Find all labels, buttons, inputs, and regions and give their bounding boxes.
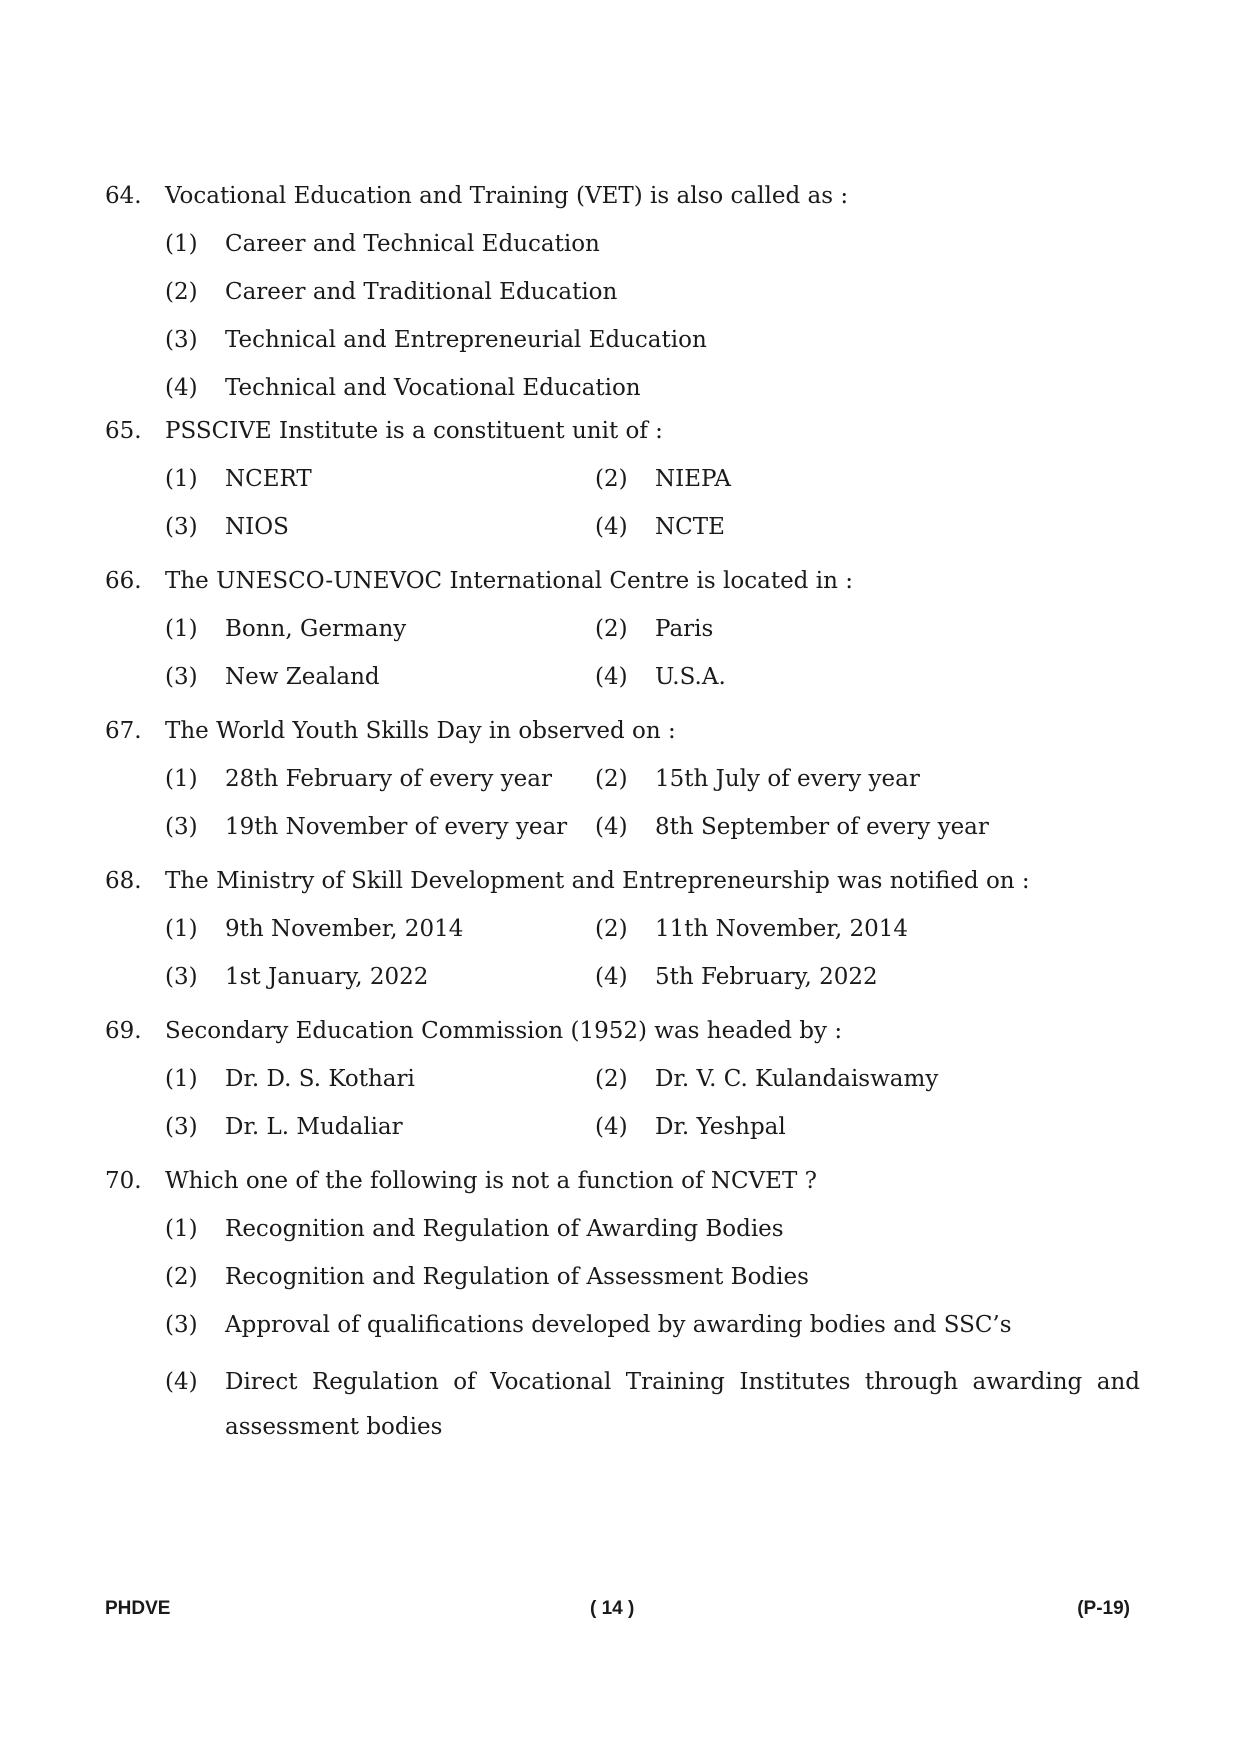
option-2 [595, 466, 1140, 494]
question-text: Which one of the following is not a function of NCVET ? [165, 1168, 817, 1194]
question-67 [105, 718, 1140, 862]
option-text: 15th July of every year [655, 766, 920, 792]
question-66 [105, 568, 1140, 712]
option-text: Career and Traditional Education [225, 279, 618, 305]
question-number: 70. [105, 1168, 142, 1194]
option-3 [165, 514, 595, 542]
option-2 [595, 1066, 1140, 1094]
option-1 [165, 231, 1140, 259]
question-stem [105, 868, 1140, 916]
option-number: (4) [595, 514, 628, 540]
option-number: (4) [595, 1114, 628, 1140]
option-2 [165, 279, 1140, 307]
question-text: Secondary Education Commission (1952) was headed by : [165, 1018, 843, 1044]
option-text: NCTE [655, 514, 725, 540]
option-row [165, 814, 1140, 862]
option-1 [165, 766, 595, 794]
option-text: 1st January, 2022 [225, 964, 429, 990]
option-4 [595, 964, 1140, 992]
option-text: NIEPA [655, 466, 731, 492]
option-row [165, 616, 1140, 664]
option-text: NCERT [225, 466, 312, 492]
option-row [165, 375, 1140, 423]
option-number: (2) [165, 279, 198, 305]
option-row [165, 327, 1140, 375]
option-row [165, 231, 1140, 279]
option-text: New Zealand [225, 664, 380, 690]
option-2 [165, 1264, 1140, 1292]
option-text: Dr. V. C. Kulandaiswamy [655, 1066, 939, 1092]
question-number: 68. [105, 868, 142, 894]
option-row [165, 664, 1140, 712]
option-row [165, 916, 1140, 964]
option-text: Technical and Entrepreneurial Education [225, 327, 707, 353]
option-list [165, 231, 1140, 423]
option-number: (3) [165, 327, 198, 353]
option-text: 5th February, 2022 [655, 964, 878, 990]
option-number: (4) [165, 375, 198, 401]
option-1 [165, 616, 595, 644]
option-row [165, 1360, 1140, 1450]
question-text: PSSCIVE Institute is a constituent unit of : [165, 418, 663, 444]
option-number: (3) [165, 514, 198, 540]
question-stem [105, 1018, 1140, 1066]
option-list [165, 466, 1140, 562]
option-row [165, 1216, 1140, 1264]
question-68 [105, 868, 1140, 1012]
question-text: Vocational Education and Training (VET) is also called as : [165, 183, 849, 209]
question-stem [105, 418, 1140, 466]
option-2 [595, 616, 1140, 644]
option-text: Paris [655, 616, 714, 642]
question-stem [105, 1168, 1140, 1216]
question-number: 66. [105, 568, 142, 594]
question-text: The UNESCO-UNEVOC International Centre is located in : [165, 568, 853, 594]
question-70 [105, 1168, 1140, 1450]
option-2 [595, 766, 1140, 794]
option-row [165, 279, 1140, 327]
option-text: Approval of qualifications developed by awarding bodies and SSC’s [225, 1312, 1012, 1338]
option-4 [595, 1114, 1140, 1142]
question-number: 64. [105, 183, 142, 209]
option-number: (2) [595, 916, 628, 942]
paper-code: PHDVE [105, 1598, 171, 1619]
option-4 [165, 1360, 1140, 1450]
option-2 [595, 916, 1140, 944]
option-3 [165, 327, 1140, 355]
option-list [165, 916, 1140, 1012]
option-3 [165, 664, 595, 692]
option-text: NIOS [225, 514, 289, 540]
option-list [165, 1216, 1140, 1450]
option-text: Career and Technical Education [225, 231, 600, 257]
option-number: (1) [165, 1066, 198, 1092]
option-3 [165, 964, 595, 992]
option-text: Direct Regulation of Vocational Training Institutes through awarding and assessment bodies [225, 1369, 1140, 1440]
option-text: Recognition and Regulation of Awarding Bodies [225, 1216, 784, 1242]
option-text: Technical and Vocational Education [225, 375, 641, 401]
option-text: 11th November, 2014 [655, 916, 908, 942]
option-row [165, 1312, 1140, 1360]
option-text: Dr. L. Mudaliar [225, 1114, 403, 1140]
option-text: 8th September of every year [655, 814, 989, 840]
option-text: U.S.A. [655, 664, 726, 690]
question-stem [105, 718, 1140, 766]
option-number: (1) [165, 916, 198, 942]
option-text: 28th February of every year [225, 766, 552, 792]
option-1 [165, 1216, 1140, 1244]
page-number: ( 14 ) [590, 1598, 635, 1619]
page-footer [105, 1598, 1130, 1628]
series-code: (P-19) [1077, 1598, 1130, 1619]
option-1 [165, 916, 595, 944]
option-row [165, 766, 1140, 814]
question-stem [105, 183, 1140, 231]
option-number: (1) [165, 616, 198, 642]
option-text: Recognition and Regulation of Assessment Bodies [225, 1264, 809, 1290]
question-number: 69. [105, 1018, 142, 1044]
option-text: Dr. D. S. Kothari [225, 1066, 415, 1092]
option-number: (1) [165, 466, 198, 492]
option-4 [165, 375, 1140, 403]
option-number: (4) [595, 814, 628, 840]
option-number: (3) [165, 814, 198, 840]
option-list [165, 766, 1140, 862]
option-number: (1) [165, 1216, 198, 1242]
option-1 [165, 1066, 595, 1094]
question-number: 65. [105, 418, 142, 444]
option-4 [595, 814, 1140, 842]
question-text: The Ministry of Skill Development and Entrepreneurship was notified on : [165, 868, 1030, 894]
option-list [165, 1066, 1140, 1162]
option-1 [165, 466, 595, 494]
option-number: (2) [595, 616, 628, 642]
option-row [165, 1264, 1140, 1312]
option-text: 19th November of every year [225, 814, 568, 840]
option-text: Bonn, Germany [225, 616, 407, 642]
option-number: (3) [165, 1114, 198, 1140]
option-row [165, 514, 1140, 562]
option-row [165, 466, 1140, 514]
option-row [165, 1066, 1140, 1114]
option-number: (2) [595, 1066, 628, 1092]
option-4 [595, 664, 1140, 692]
option-text: 9th November, 2014 [225, 916, 464, 942]
question-number: 67. [105, 718, 142, 744]
option-4 [595, 514, 1140, 542]
option-3 [165, 1312, 1140, 1340]
question-stem [105, 568, 1140, 616]
option-row [165, 1114, 1140, 1162]
option-number: (1) [165, 766, 198, 792]
option-number: (3) [165, 1312, 198, 1338]
option-number: (4) [595, 964, 628, 990]
question-64 [105, 183, 1140, 423]
option-number: (3) [165, 664, 198, 690]
option-text: Dr. Yeshpal [655, 1114, 786, 1140]
option-number: (3) [165, 964, 198, 990]
option-3 [165, 1114, 595, 1142]
option-number: (2) [595, 766, 628, 792]
option-number: (1) [165, 231, 198, 257]
option-row [165, 964, 1140, 1012]
option-number: (2) [165, 1264, 198, 1290]
option-number: (4) [595, 664, 628, 690]
question-69 [105, 1018, 1140, 1162]
option-number: (4) [165, 1369, 198, 1395]
option-list [165, 616, 1140, 712]
option-number: (2) [595, 466, 628, 492]
question-text: The World Youth Skills Day in observed on : [165, 718, 676, 744]
question-65 [105, 418, 1140, 562]
option-3 [165, 814, 595, 842]
